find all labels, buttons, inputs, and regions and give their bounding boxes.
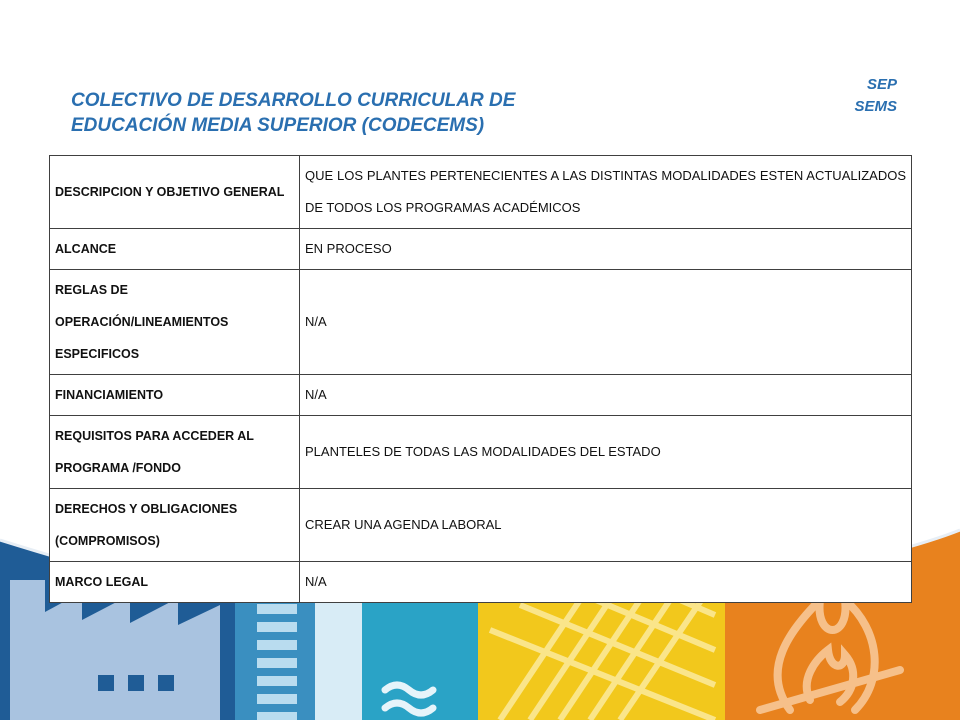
table-row: [50, 375, 912, 416]
row-label: ALCANCE: [50, 229, 300, 270]
row-label: FINANCIAMIENTO: [50, 375, 300, 416]
table-row: [50, 489, 912, 562]
row-label: REGLAS DE OPERACIÓN/LINEAMIENTOS ESPECIFICOS: [50, 270, 300, 375]
table-row: [50, 270, 912, 375]
row-value: CREAR UNA AGENDA LABORAL: [300, 489, 912, 562]
program-info-table: [49, 155, 912, 603]
org-sep: SEP: [866, 76, 897, 93]
row-label: REQUISITOS PARA ACCEDER AL PROGRAMA /FONDO: [50, 416, 300, 489]
row-value: EN PROCESO: [300, 229, 912, 270]
row-value: N/A: [300, 562, 912, 603]
row-label: DERECHOS Y OBLIGACIONES (COMPROMISOS): [50, 489, 300, 562]
row-value: N/A: [300, 270, 912, 375]
row-value: N/A: [300, 375, 912, 416]
org-label: [854, 74, 897, 118]
org-sems: SEMS: [854, 98, 897, 115]
row-label: DESCRIPCION Y OBJETIVO GENERAL: [50, 156, 300, 229]
table-row: [50, 562, 912, 603]
teal-panel: [362, 600, 478, 720]
title-line-2: EDUCACIÓN MEDIA SUPERIOR (CODECEMS): [71, 115, 485, 136]
table-row: [50, 229, 912, 270]
title-line-1: COLECTIVO DE DESARROLLO CURRICULAR DE: [71, 90, 516, 111]
row-value: QUE LOS PLANTES PERTENECIENTES A LAS DISTINTAS MODALIDADES ESTEN ACTUALIZADOS DE TODOS LOS PROGRAMAS ACADÉMICOS: [300, 156, 912, 229]
light-panel: [315, 600, 362, 720]
slide-title: [71, 88, 591, 138]
table-row: [50, 156, 912, 229]
row-value: PLANTELES DE TODAS LAS MODALIDADES DEL ESTADO: [300, 416, 912, 489]
row-label: MARCO LEGAL: [50, 562, 300, 603]
table-row: [50, 416, 912, 489]
